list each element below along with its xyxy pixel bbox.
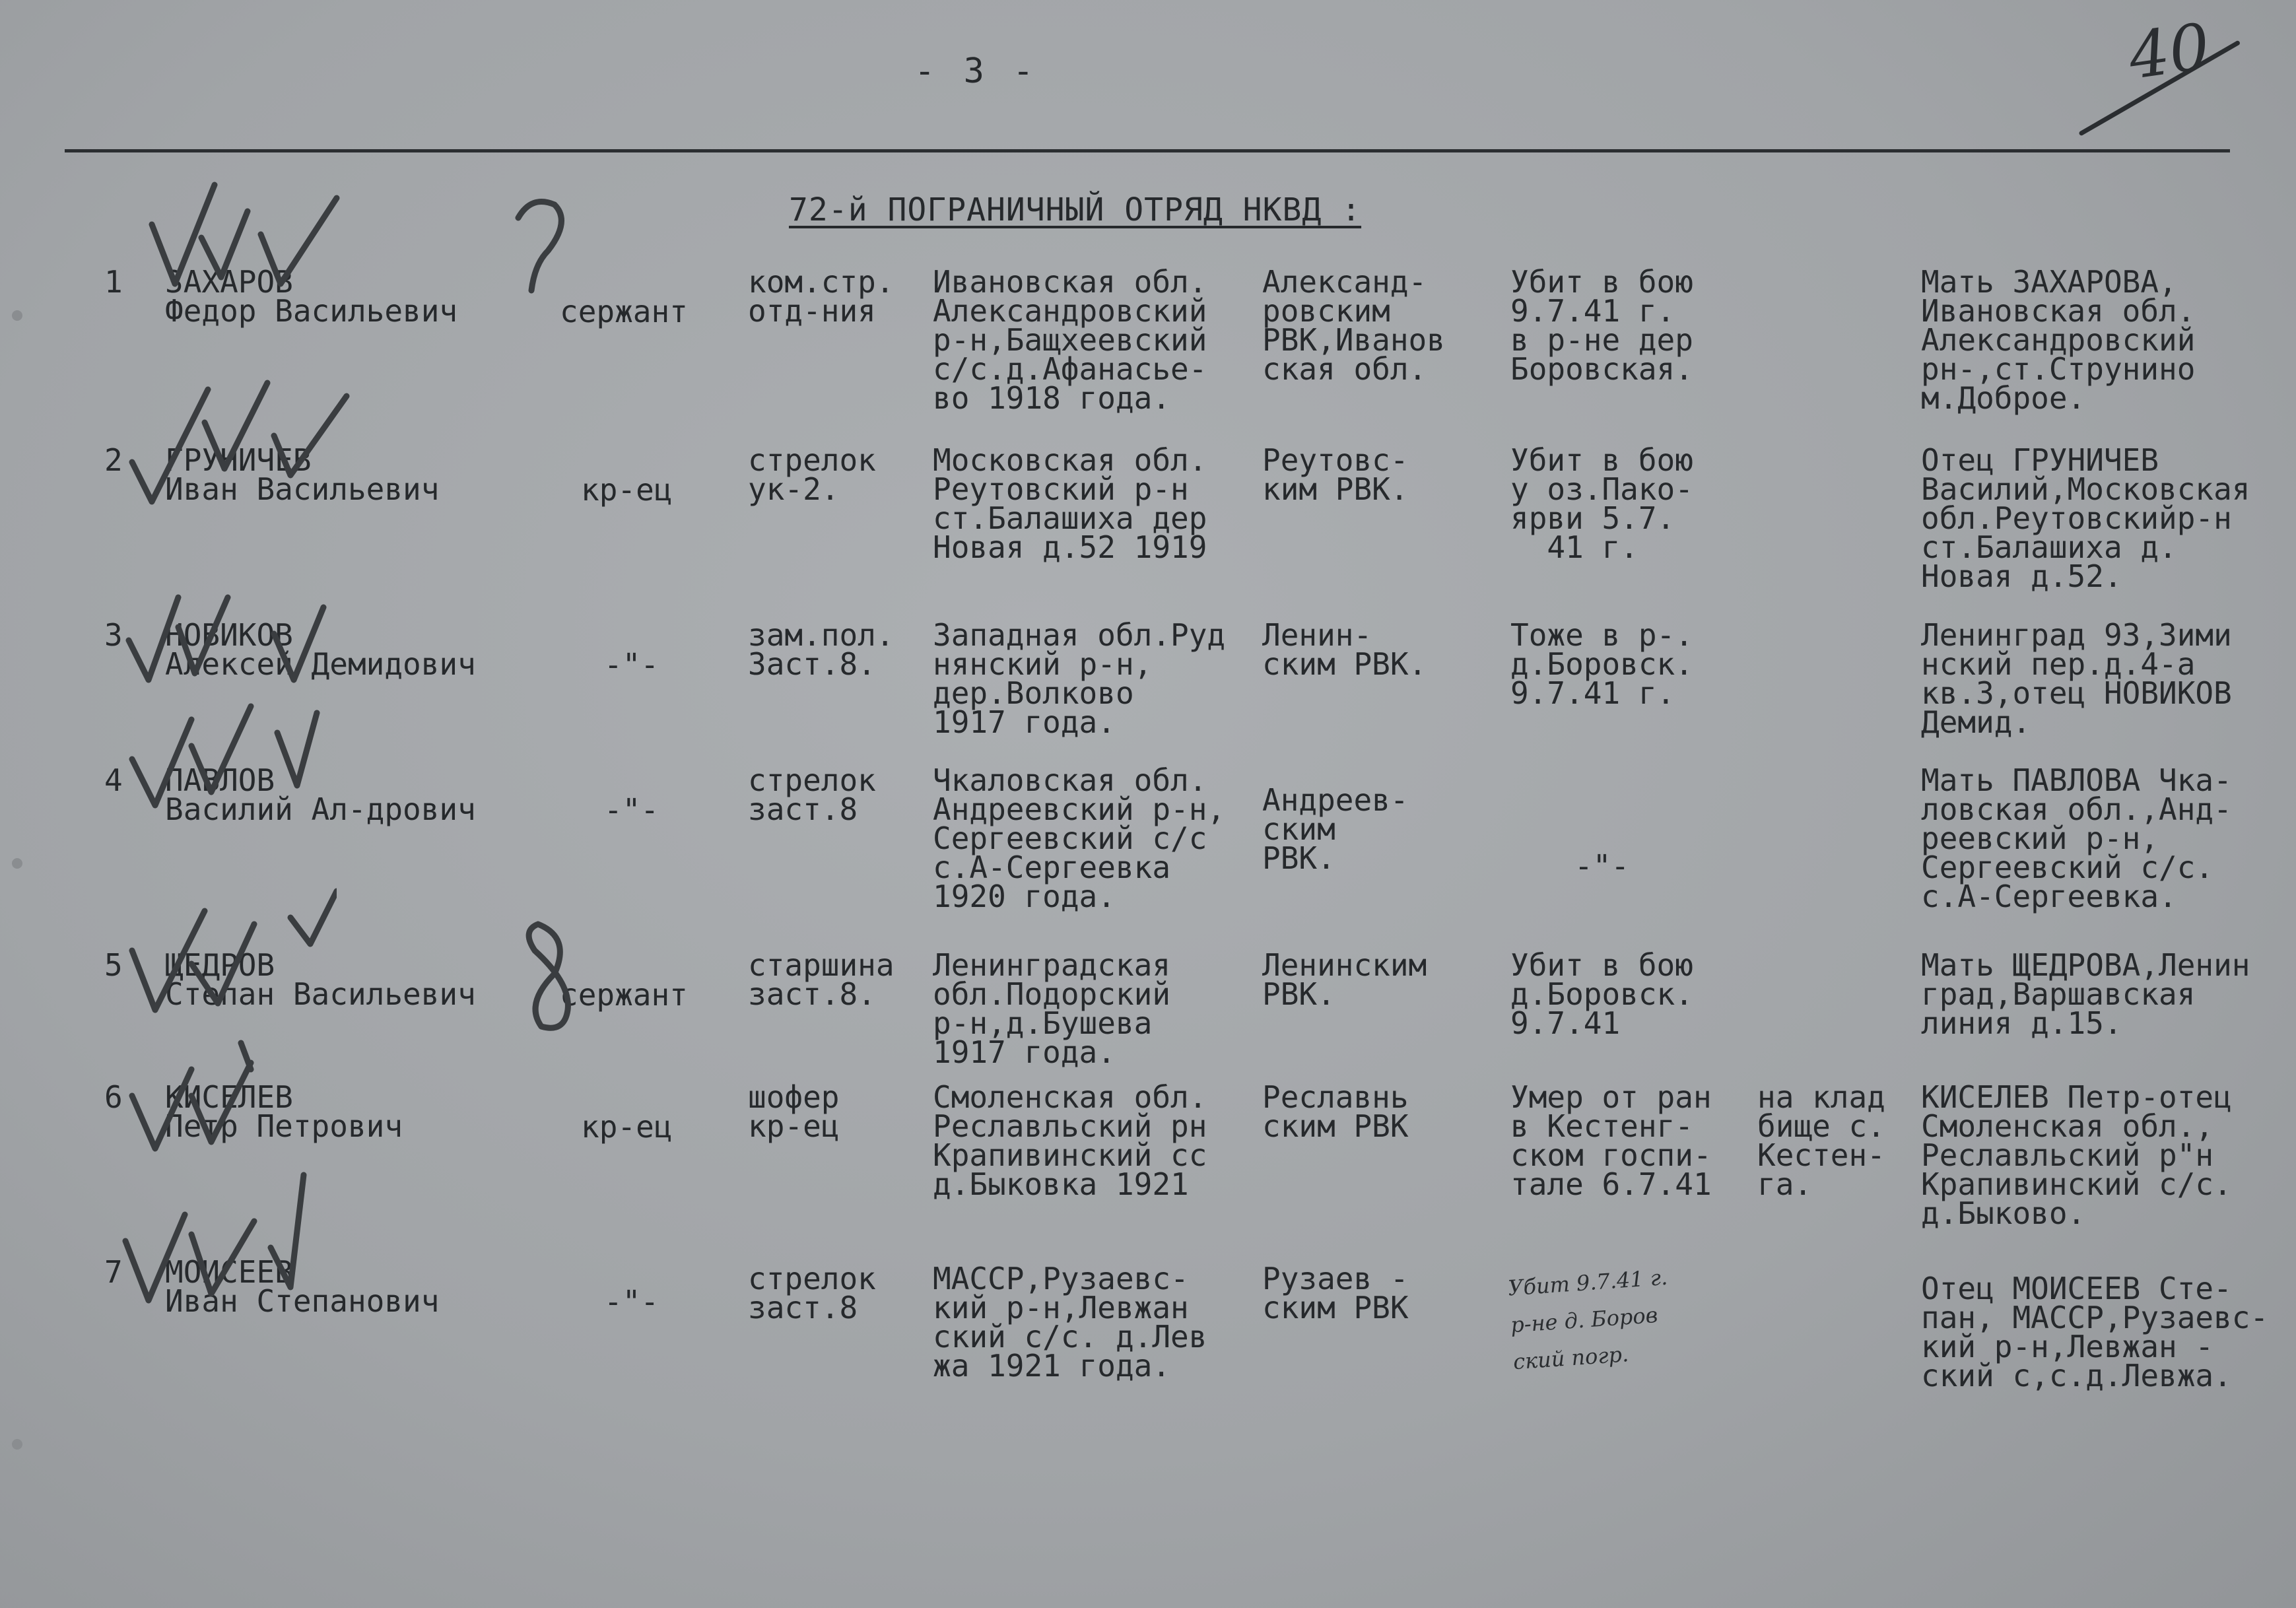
- birthplace: Ивановская обл. Александровский р-н,Бащхеевский с/с.д.Афанасье- во 1918 года.: [933, 264, 1207, 416]
- draft-office: Ленинским РВК.: [1262, 947, 1427, 1012]
- pencil-checkmark-icon: [119, 680, 330, 812]
- relatives: Ленинград 93,Зими нский пер.д.4-а кв.3,отец НОВИКОВ Демид.: [1921, 617, 2232, 740]
- position: ком.стр. отд-ния: [748, 264, 895, 329]
- fate: -"-: [1574, 848, 1630, 884]
- position: шофер кр-ец: [748, 1079, 840, 1144]
- relatives: Мать ЗАХАРОВА, Ивановская обл. Александровский рн-,ст.Струнино м.Доброе.: [1921, 264, 2196, 416]
- pencil-checkmark-icon: [119, 370, 356, 515]
- full-name: ЩЕДРОВ Степан Васильевич: [165, 947, 476, 1012]
- rank: -"-: [604, 647, 659, 683]
- relatives: Отец ГРУНИЧЕВ Василий,Московская обл.Реутовскийр-н ст.Балашиха д. Новая д.52.: [1921, 442, 2250, 594]
- position: стрелок ук-2.: [748, 442, 876, 507]
- row-number: 5: [104, 947, 123, 983]
- handwritten-folio-number: 40: [2124, 9, 2215, 94]
- binder-hole: [12, 310, 22, 321]
- rank: сержант: [560, 977, 688, 1013]
- full-name: МОИСЕЕВ Иван Степанович: [165, 1254, 440, 1319]
- position: старшина заст.8.: [748, 947, 895, 1012]
- binder-hole: [12, 1439, 22, 1450]
- rank: сержант: [560, 294, 688, 329]
- rank: -"-: [604, 792, 659, 828]
- draft-office: Ленин- ским РВК.: [1262, 617, 1427, 682]
- full-name: КИСЕЛЕВ Петр Петрович: [165, 1079, 403, 1144]
- draft-office: Рузаев - ским РВК: [1262, 1261, 1409, 1325]
- draft-office: Александ- ровским РВК,Иванов ская обл.: [1262, 264, 1445, 387]
- relatives: Мать ПАВЛОВА Чка- ловская обл.,Анд- реевский р-н, Сергеевский с/с. с.А-Сергеевка.: [1921, 762, 2232, 914]
- draft-office: Реутовс- ким РВК.: [1262, 442, 1409, 507]
- rank: -"-: [604, 1284, 659, 1320]
- full-name: НОВИКОВ Алексей Демидович: [165, 617, 476, 682]
- birthplace: МАССР,Рузаевс- кий р-н,Левжан ский с/с. д.Лев жа 1921 года.: [933, 1261, 1207, 1384]
- page-number: - 3 -: [914, 51, 1038, 91]
- row-number: 7: [104, 1254, 123, 1290]
- row-number: 4: [104, 762, 123, 798]
- header-rule: [65, 149, 2230, 152]
- fate: Тоже в р-. д.Боровск. 9.7.41 г.: [1510, 617, 1693, 711]
- pencil-checkmark-icon: [139, 172, 416, 310]
- pencil-question-mark-icon: [502, 191, 581, 304]
- full-name: ГРУНИЧЕВ Иван Васильевич: [165, 442, 440, 507]
- relatives: Мать ЩЕДРОВА,Ленин град,Варшавская линия д.15.: [1921, 947, 2250, 1041]
- draft-office: Реславнь ским РВК: [1262, 1079, 1409, 1144]
- full-name: ПАВЛОВ Василий Ал-дрович: [165, 762, 476, 827]
- handwritten-fate-note: Убит 9.7.41 г. р-не д. Боров ский погр.: [1507, 1264, 1669, 1375]
- rank: кр-ец: [581, 1109, 673, 1145]
- position: стрелок заст.8: [748, 762, 876, 827]
- position: стрелок заст.8: [748, 1261, 876, 1325]
- draft-office: Андреев- ским РВК.: [1262, 782, 1409, 876]
- section-heading: 72-й ПОГРАНИЧНЫЙ ОТРЯД НКВД :: [789, 191, 1362, 228]
- row-number: 3: [104, 617, 123, 653]
- pencil-checkmark-icon: [119, 878, 337, 1023]
- full-name: ЗАХАРОВ Федор Васильевич: [165, 264, 458, 329]
- pencil-checkmark-icon: [119, 1030, 343, 1162]
- rank: кр-ец: [581, 472, 673, 508]
- row-number: 2: [104, 442, 123, 478]
- birthplace: Смоленская обл. Реславльский рн Крапивинский сс д.Быковка 1921: [933, 1079, 1207, 1202]
- fate: Убит в бою 9.7.41 г. в р-не дер Боровская.: [1510, 264, 1693, 387]
- position: зам.пол. Заст.8.: [748, 617, 895, 682]
- birthplace: Ленинградская обл.Подорский р-н,д.Бушева 1917 года.: [933, 947, 1171, 1070]
- fate: Убит в бою у оз.Пако- ярви 5.7. 41 г.: [1510, 442, 1693, 565]
- relatives: КИСЕЛЕВ Петр-отец Смоленская обл., Реславльский р"н Крапивинский с/с. д.Быково.: [1921, 1079, 2232, 1231]
- birthplace: Чкаловская обл. Андреевский р-н, Сергеевский с/с с.А-Сергеевка 1920 года.: [933, 762, 1226, 914]
- pencil-eight-mark-icon: [508, 911, 588, 1043]
- row-number: 1: [104, 264, 123, 300]
- fate: Умер от ран в Кестенг- ском госпи- тале 6.7.41: [1510, 1079, 1712, 1202]
- birthplace: Западная обл.Руд нянский р-н, дер.Волково 1917 года.: [933, 617, 1226, 740]
- relatives: Отец МОИСЕЕВ Сте- пан, МАССР,Рузаевс- кий р-н,Левжан - ский с,с.д.Левжа.: [1921, 1271, 2269, 1393]
- birthplace: Московская обл. Реутовский р-н ст.Балашиха дер Новая д.52 1919: [933, 442, 1207, 565]
- row-number: 6: [104, 1079, 123, 1115]
- binder-hole: [12, 858, 22, 869]
- burial-place: на клад бище с. Кестен- га.: [1757, 1079, 1885, 1202]
- fate: Убит в бою д.Боровск. 9.7.41: [1510, 947, 1693, 1041]
- pencil-checkmark-icon: [112, 1162, 323, 1314]
